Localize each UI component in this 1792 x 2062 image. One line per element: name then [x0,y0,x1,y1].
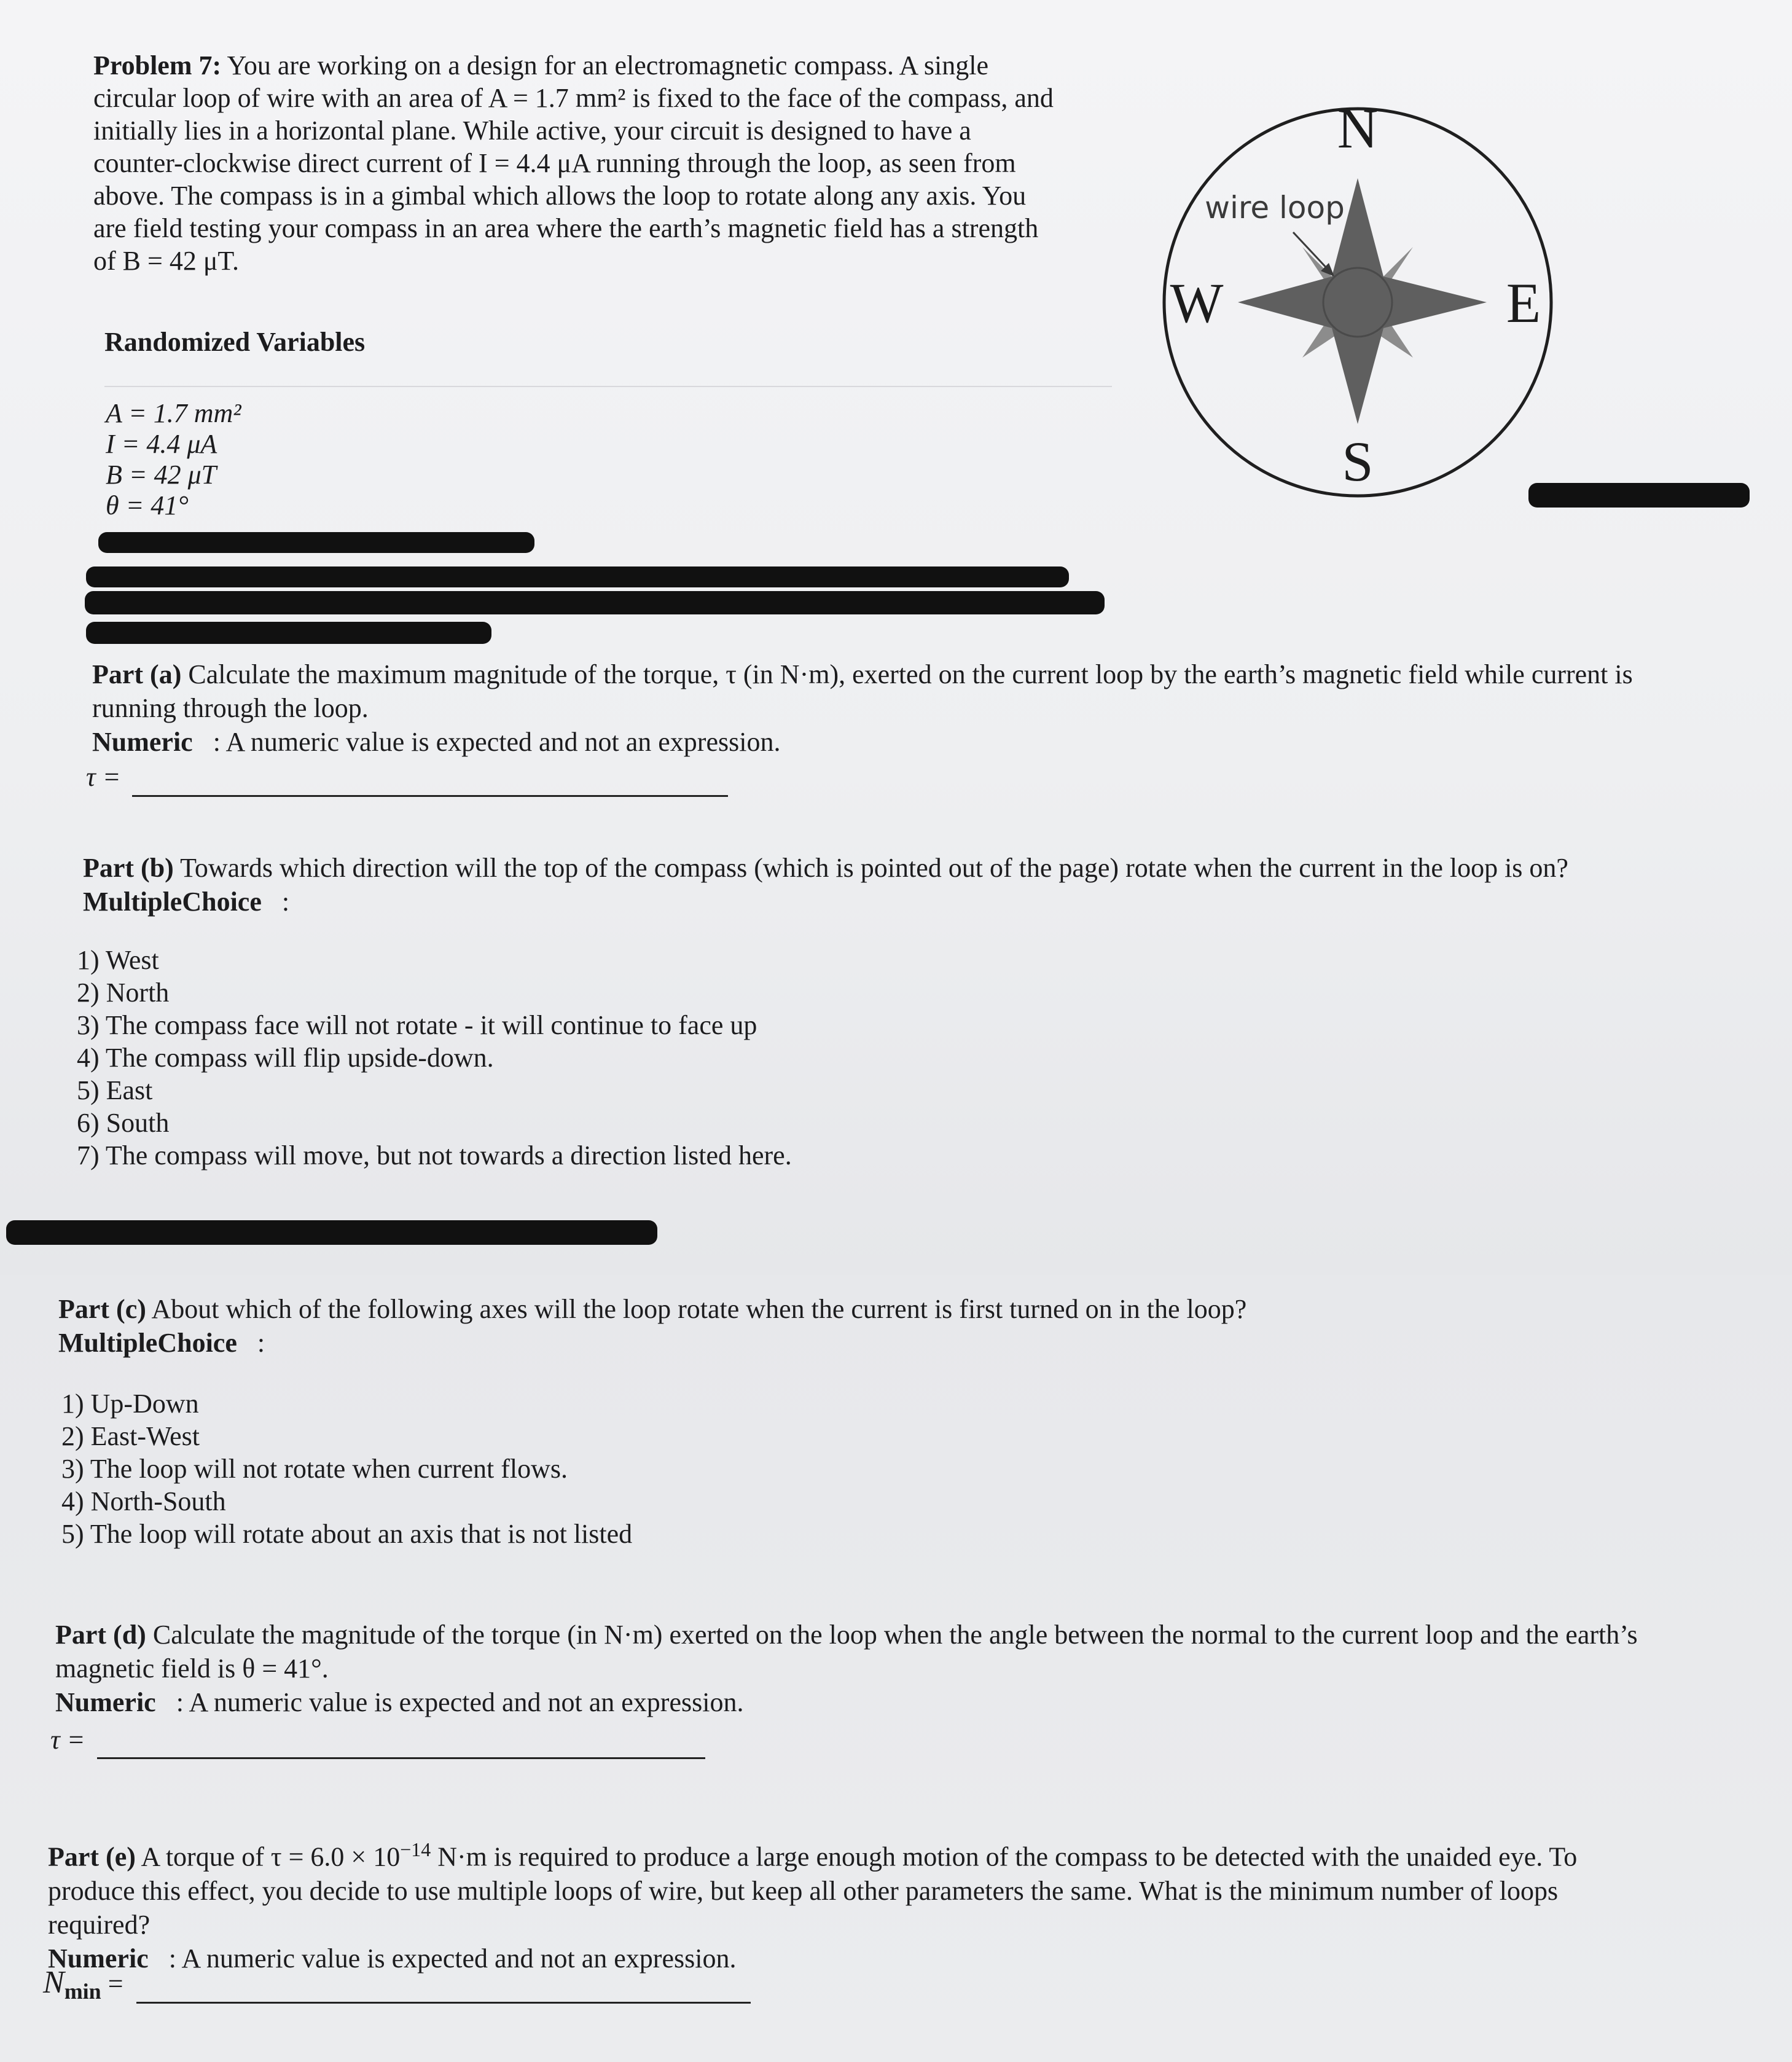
part-a-answer-field[interactable] [132,766,728,797]
part-a-line-2: running through the loop. [92,693,369,723]
problem-label: Problem 7: [93,50,222,80]
redaction-bar [85,591,1105,614]
part-d-answer-label: τ = [50,1725,85,1755]
part-e-type: Numeric [48,1943,149,1974]
part-b-option[interactable]: 7) The compass will move, but not towards a direction listed here. [77,1140,792,1170]
redaction-bar [1528,483,1750,508]
part-d-answer-field[interactable] [97,1728,705,1759]
part-a-line-1: Calculate the maximum magnitude of the torque, τ (in N·m), exerted on the current loop by the earth’s magnetic field while current is [188,659,1633,689]
part-a-label: Part (a) [92,659,182,689]
part-b-option[interactable]: 5) East [77,1075,153,1105]
part-e-answer-n: N [43,1965,65,2000]
compass-north: N [1337,97,1379,160]
part-b-option[interactable]: 6) South [77,1108,170,1138]
problem-line-1: You are working on a design for an electromagnetic compass. A single [227,50,988,80]
randomized-divider [104,386,1112,387]
part-c-option[interactable]: 2) East-West [61,1421,200,1451]
part-a [92,657,1763,759]
wire-loop-pointer [1293,232,1329,270]
problem-line-7: of B = 42 μT. [93,246,240,276]
redaction-bar [86,566,1069,587]
part-e-line-3: required? [48,1909,151,1940]
part-e-answer-sub: min [64,1978,101,2004]
part-c [58,1292,1754,1360]
part-b-option[interactable]: 3) The compass face will not rotate - it will continue to face up [77,1010,757,1040]
problem-line-4: counter-clockwise direct current of I = 4.4 μA running through the loop, as seen from [93,148,1016,178]
part-b-option[interactable]: 4) The compass will flip upside-down. [77,1043,494,1073]
part-e-type-text: : A numeric value is expected and not an expression. [168,1943,737,1974]
part-c-option[interactable]: 3) The loop will not rotate when current flows. [61,1454,568,1484]
part-c-line-1: About which of the following axes will the loop rotate when the current is first turned on in the loop? [151,1294,1247,1324]
part-c-option[interactable]: 4) North-South [61,1486,226,1516]
part-e-line-2: produce this effect, you decide to use multiple loops of wire, but keep all other parameters the same. What is the minimum number of loops [48,1875,1559,1906]
part-e-label: Part (e) [48,1841,136,1872]
problem-line-6: are field testing your compass in an area where the earth’s magnetic field has a strength [93,213,1039,243]
part-b-options [77,944,792,1172]
part-d-label: Part (d) [55,1620,146,1650]
part-e-exponent: −14 [400,1838,431,1860]
wire-loop-label: wire loop [1205,190,1345,225]
compass-west: W [1170,272,1224,334]
compass-south: S [1342,430,1374,493]
part-b-type: MultipleChoice [83,887,262,917]
part-e-answer-label [43,1966,123,2008]
part-c-type-text: : [257,1328,265,1358]
problem-line-5: above. The compass is in a gimbal which allows the loop to rotate along any axis. You [93,181,1027,211]
part-d-line-2: magnetic field is θ = 41°. [55,1653,329,1684]
part-e-answer-eq: = [108,1969,123,1999]
part-b [83,851,1766,919]
part-d-type: Numeric [55,1687,156,1717]
part-e-answer-field[interactable] [136,1972,751,2004]
part-b-option[interactable]: 2) North [77,978,170,1008]
part-d [55,1618,1763,1719]
var-angle: θ = 41° [106,490,189,520]
part-b-option[interactable]: 1) West [77,945,159,975]
var-area: A = 1.7 mm² [106,398,241,428]
part-a-answer-label: τ = [86,762,121,792]
problem-statement [93,49,1125,277]
part-c-label: Part (c) [58,1294,146,1324]
var-field: B = 42 μT [106,460,217,490]
part-d-line-1: Calculate the magnitude of the torque (in N·m) exerted on the loop when the angle between the normal to the current loop and the earth’s [152,1620,1638,1650]
part-d-type-text: : A numeric value is expected and not an expression. [176,1687,744,1717]
randomized-heading: Randomized Variables [104,327,366,357]
part-c-option[interactable]: 1) Up-Down [61,1389,199,1419]
redaction-bar [86,622,491,644]
part-b-type-text: : [281,887,290,917]
randomized-vars [106,398,241,521]
part-b-line-1: Towards which direction will the top of the compass (which is pointed out of the page) rotate when the current in the loop is on? [180,853,1568,883]
part-a-type: Numeric [92,727,193,757]
part-c-options [61,1387,632,1550]
part-a-type-text: : A numeric value is expected and not an expression. [213,727,781,757]
part-b-label: Part (b) [83,853,174,883]
part-c-option[interactable]: 5) The loop will rotate about an axis that is not listed [61,1519,633,1549]
redaction-bar [98,532,534,553]
part-e [48,1833,1768,1975]
part-e-line-1a: A torque of τ = 6.0 × 10 [141,1841,401,1872]
var-current: I = 4.4 μA [106,429,217,459]
compass-east: E [1506,272,1541,334]
part-c-type: MultipleChoice [58,1328,237,1358]
problem-line-3: initially lies in a horizontal plane. While active, your circuit is designed to have a [93,116,971,146]
redaction-bar [6,1220,657,1245]
part-e-line-1b: N·m is required to produce a large enough motion of the compass to be detected with the unaided eye. To [431,1841,1578,1872]
problem-line-2: circular loop of wire with an area of A = 1.7 mm² is fixed to the face of the compass, and [93,83,1054,113]
compass-diagram [1155,92,1560,510]
